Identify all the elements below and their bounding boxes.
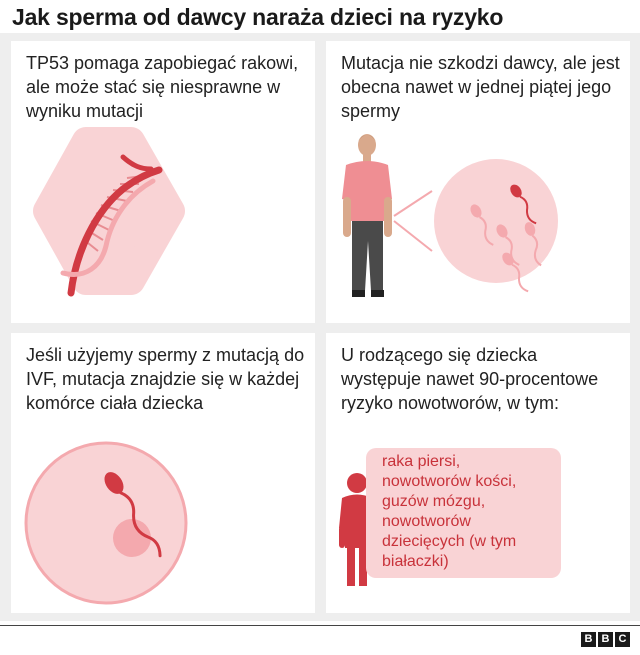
cancer-type-item: guzów mózgu, <box>382 493 486 510</box>
cancer-type-item: dziecięcych (w tym <box>382 533 517 550</box>
egg-illustration <box>11 333 315 613</box>
cancer-type-item: białaczki) <box>382 553 449 570</box>
bbc-logo <box>581 632 630 647</box>
panel-ivf <box>11 333 315 613</box>
donor-pants <box>352 221 383 291</box>
panel-child-risk-text: U rodzącego się dziecka występuje nawet 90-procentowe ryzyko nowotworów, w tym: <box>341 345 599 413</box>
donor-head <box>358 134 376 156</box>
cancer-type-item: raka piersi, <box>382 453 461 470</box>
page-title: Jak sperma od dawcy naraża dzieci na ryzyko <box>12 4 504 30</box>
panel-tp53 <box>11 41 315 323</box>
egg-nucleus <box>113 519 151 557</box>
cancer-type-item: nowotworów <box>382 513 471 530</box>
panel-child-risk <box>326 333 630 613</box>
cancer-types-box <box>366 448 561 578</box>
hexagon-background <box>47 141 171 281</box>
panel-donor-text: Mutacja nie szkodzi dawcy, ale jest obecna nawet w jednej piątej jego spermy <box>341 53 620 121</box>
panel-donor <box>326 41 630 323</box>
dna-illustration <box>11 41 315 323</box>
bottom-divider <box>0 625 640 626</box>
cancer-type-item: nowotworów kości, <box>382 473 517 490</box>
bbc-logo-letter: C <box>615 632 630 647</box>
panel-ivf-text: Jeśli użyjemy spermy z mutacją do IVF, mutacja znajdzie się w każdej komórce ciała dziecka <box>26 345 305 413</box>
donor-illustration <box>326 41 630 323</box>
bbc-logo-letter: B <box>581 632 596 647</box>
panel-tp53-text: TP53 pomaga zapobiegać rakowi, ale może stać się niesprawne w wyniku mutacji <box>26 53 299 121</box>
bbc-logo-letter: B <box>598 632 613 647</box>
child-head <box>347 473 367 493</box>
